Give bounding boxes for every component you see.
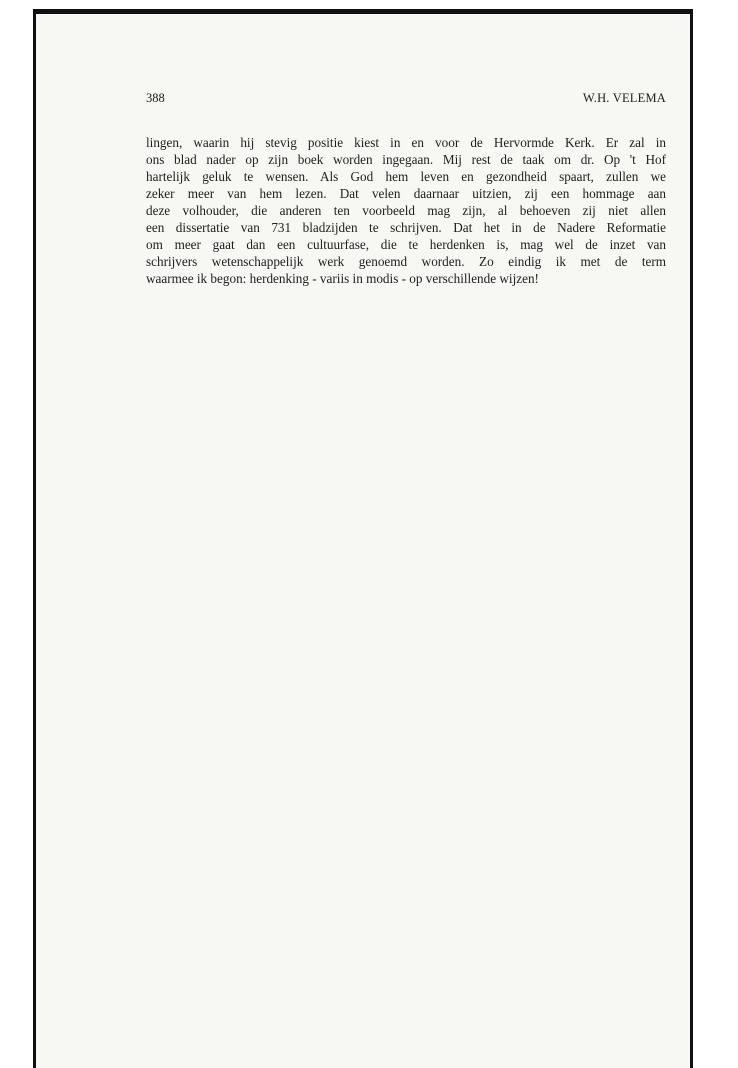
text-line: hartelijk geluk te wensen. Als God hem leven en gezondheid spaart, zullen we	[146, 169, 666, 184]
text-line: waarmee ik begon: herdenking - variis in modis - op verschillende wijzen!	[146, 271, 539, 286]
text-line: deze volhouder, die anderen ten voorbeeld mag zijn, al behoeven zij niet allen	[146, 203, 666, 218]
text-line: een dissertatie van 731 bladzijden te schrijven. Dat het in de Nadere Reformatie	[146, 220, 666, 235]
running-head-author: W.H. VELEMA	[582, 91, 666, 105]
text-line: ons blad nader op zijn boek worden ingegaan. Mij rest de taak om dr. Op 't Hof	[146, 152, 666, 167]
text-line: zeker meer van hem lezen. Dat velen daarnaar uitzien, zij een hommage aan	[146, 186, 666, 201]
text-line: lingen, waarin hij stevig positie kiest in en voor de Hervormde Kerk. Er zal in	[146, 135, 666, 150]
running-head	[146, 91, 666, 111]
document-page	[33, 9, 693, 1068]
page-number: 388	[146, 91, 165, 105]
body-paragraph	[146, 134, 666, 287]
text-line: om meer gaat dan een cultuurfase, die te herdenken is, mag wel de inzet van	[146, 237, 666, 252]
text-line: schrijvers wetenschappelijk werk genoemd worden. Zo eindig ik met de term	[146, 254, 666, 269]
